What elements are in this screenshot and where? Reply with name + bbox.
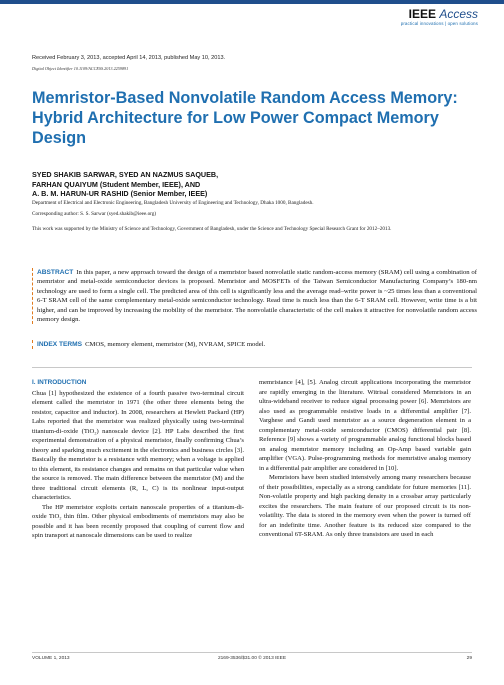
doi-line[interactable]: Digital Object Identifier 10.1109/ACCESS.2013.2259891 xyxy=(32,66,129,71)
footer-divider xyxy=(32,652,472,653)
abstract-label: ABSTRACT xyxy=(37,269,74,276)
body-column-left xyxy=(32,378,244,541)
section-divider xyxy=(32,367,472,368)
received-dates: Received February 3, 2013, accepted April 14, 2013, published May 10, 2013. xyxy=(32,55,226,61)
logo-ieee-text: IEEE xyxy=(408,7,436,21)
body-paragraph: The HP memristor exploits certain nanoscale properties of a titanium-di-oxide TiO₂ thin film. Other physical embodiments of memristors may also be possible and it has been recently proposed that coupling of current flow and spin transport at nanoscale dimensions can be used to realize xyxy=(32,503,244,539)
abstract-text: In this paper, a new approach toward the design of a memristor based nonvolatile static random-access memory (SRAM) cell using a combination of memristor and metal-oxide semiconductor devices is proposed. Memristor and MOSFETs of the Taiwan Semiconductor Manufacturing Company’s 180-nm technology are used to form a single cell. The predicted area of this cell is significantly less and the average read–write power is ~25 times less than a conventional 6-T SRAM cell of the same complementary metal-oxide semiconductor technology. Read time is much less than the 6-T SRAM cell. However, write time is a bit higher, and can be improved by increasing the mobility of the memristor. The nonvolatile characteristic of the cell makes it attractive for nonvolatile random access memory design. xyxy=(37,269,477,324)
body-column-right xyxy=(259,378,471,540)
top-accent-bar xyxy=(0,0,504,4)
index-terms-text: CMOS, memory element, memristor (M), NVRAM, SPICE model. xyxy=(85,341,266,348)
body-paragraph: Memristors have been studied intensively among many researchers because of their possibilities, especially as a strong candidate for future memories [11]. Non-volatile property and high packing density in a crossbar array particularly excites the researchers. The main feature of our proposed circuit is its non-volatility. The data is stored in the memory even when the power is turned off for an indefinite time. Another feature is its reduced size compared to the conventional 6T-SRAM. As only three transistors are used in each xyxy=(259,474,471,538)
author-line-1: SYED SHAKIB SARWAR, SYED AN NAZMUS SAQUEB, xyxy=(32,170,219,179)
funding-note: This work was supported by the Ministry of Science and Technology, Government of Bangladesh, under the Science and Technology Special Research Grant for 2012–2013. xyxy=(32,226,392,232)
affiliation: Department of Electrical and Electronic Engineering, Bangladesh University of Engineering and Technology, Dhaka 1000, Bangladesh. xyxy=(32,200,314,206)
paper-title: Memristor-Based Nonvolatile Random Access Memory: Hybrid Architecture for Low Power Compact Memory Design xyxy=(32,89,458,147)
body-paragraph: Chua [1] hypothesized the existence of a fourth passive two-terminal circuit element called the memristor in 1971 (the other three elements being the resistor, capacitor and inductor). In 2008, researchers at Hewlett Packard (HP) Labs reported that the memristor was realized physically using two-terminal titanium-di-oxide (TiO₂) nanoscale device [2]. HP Labs described the first experimental demonstration of a physical memristor, finally confirming Chua’s theory and sparking much excitement in the electronics and business circles [3]. Basically the memristor is a resistance with memory; when a voltage is applied to this element, its resistance changes and remains on that particular value when the source is removed. The main difference between the memristor (M) and the three traditional circuit elements (R, L, C) is its nonlinear input-output characteristics. xyxy=(32,389,244,501)
footer-volume: VOLUME 1, 2013 xyxy=(32,656,70,661)
corresponding-author[interactable]: Corresponding author: S. S. Sarwar (syed.shakib@ieee.org) xyxy=(32,211,157,217)
author-line-3: A. B. M. HARUN-UR RASHID (Senior Member, IEEE) xyxy=(32,189,208,198)
section-heading-introduction: I. INTRODUCTION xyxy=(32,379,87,386)
author-list xyxy=(32,170,472,199)
index-terms-block xyxy=(32,340,477,349)
author-line-2: FARHAN QUAIYUM (Student Member, IEEE), AND xyxy=(32,179,201,189)
abstract-block xyxy=(32,268,477,324)
journal-logo[interactable] xyxy=(401,8,478,26)
index-terms-label: INDEX TERMS xyxy=(37,341,83,348)
footer-issn: 2169-3536/$31.00 © 2013 IEEE xyxy=(217,656,287,661)
logo-tagline: practical innovations | open solutions xyxy=(400,21,478,26)
logo-access-text: Access xyxy=(439,7,478,21)
body-paragraph: memristance [4], [5]. Analog circuit applications incorporating the memristor are rapidly emerging in the literature. Witrisal considered Memristors in an ultra-wideband receiver to reduce signal processing power [6]. Memristors are also used as programmable resistive loads in a differential amplifier [7]. Varghese and Gandi used memristor as a source degeneration element in a complementary metal-oxide semiconductor (CMOS) differential pair [8]. Reference [9] shows a variety of programmable analog functional blocks based on analog memristor memory including an Op-Amp based variable gain amplifier (VGA). Pulse-programming methods for memristive analog memory in a differential pair amplifier are considered in [10]. xyxy=(259,379,471,472)
footer-page-number: 29 xyxy=(466,656,472,661)
